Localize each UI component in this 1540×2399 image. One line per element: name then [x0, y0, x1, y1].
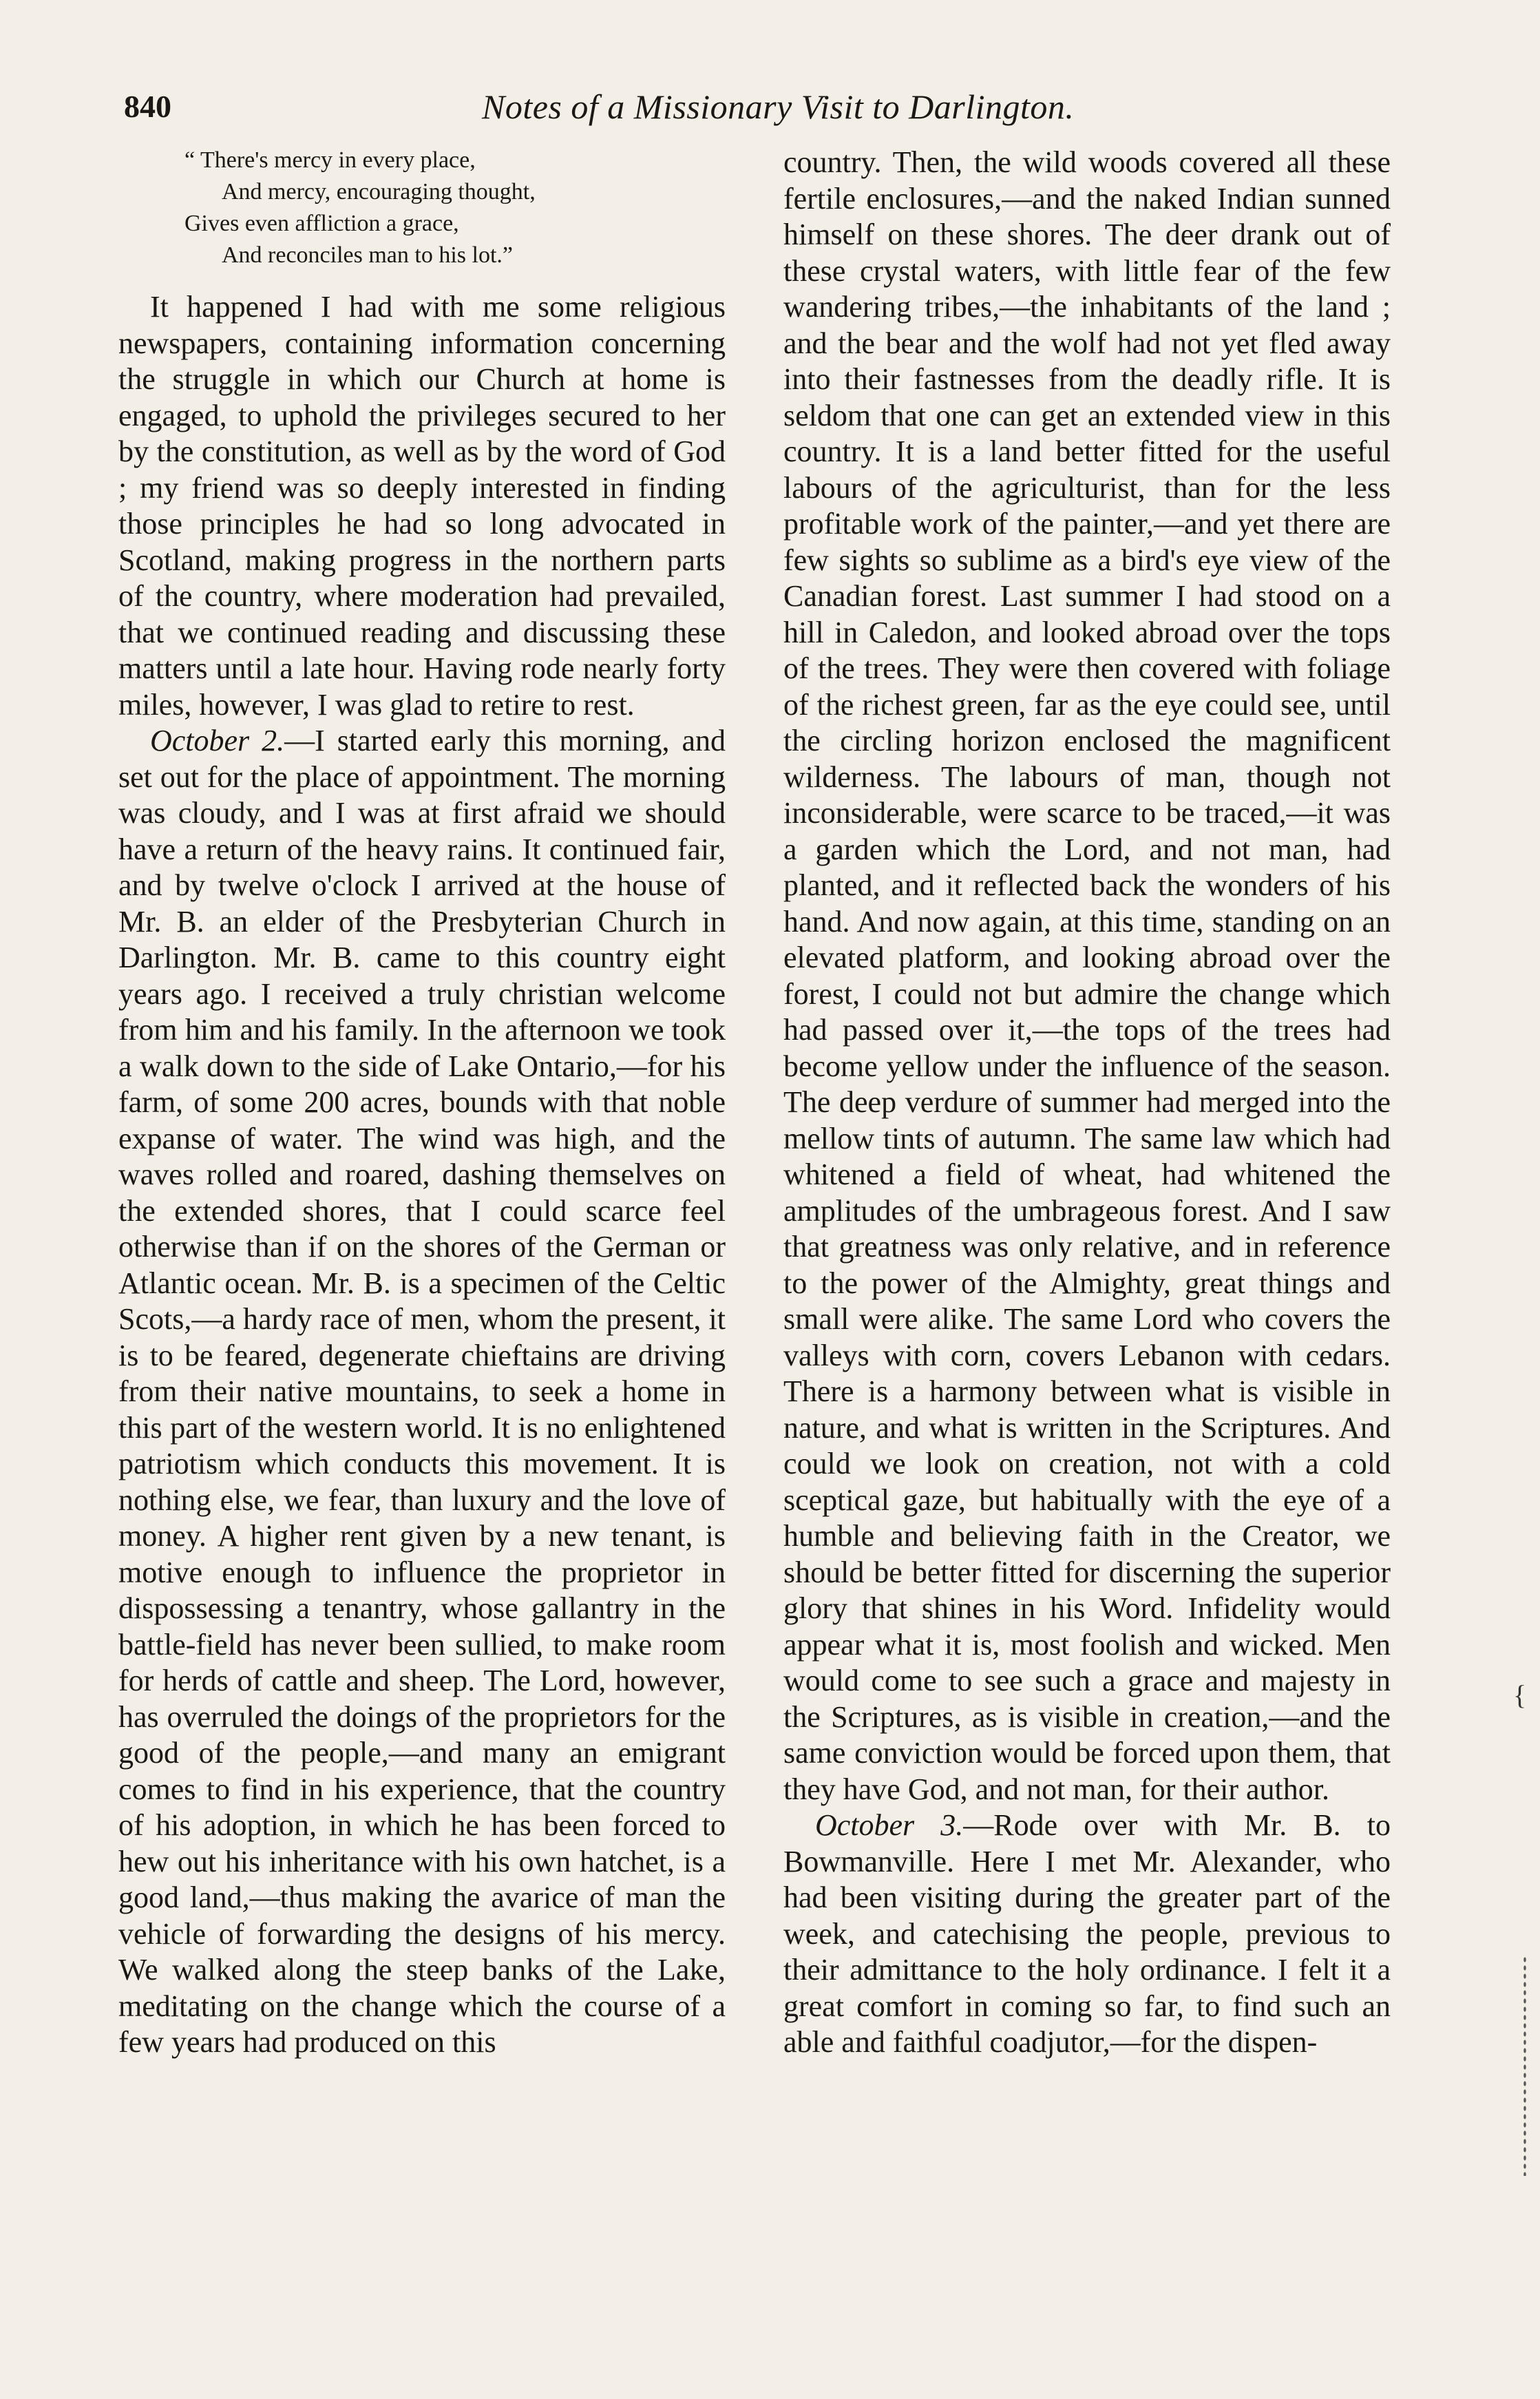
- paragraph-text: It happened I had with me some religious newspapers, containing information concerning the struggle in which our Church at home is engaged, to uphold the privileges secured to her by the constitution, as well as by the word of God ; my friend was so deeply interested in finding those principles he had so long advocated in Scotland, making progress in the northern parts of the country, where moderation had prevailed, that we continued reading and discussing these matters until a late hour. Having rode nearly forty miles, however, I was glad to retire to rest.: [118, 290, 726, 722]
- right-column: [783, 145, 1391, 2061]
- left-column: [118, 145, 726, 2061]
- paragraph-text: country. Then, the wild woods covered all these fertile enclosures,—and the naked Indian sunned himself on these shores. The deer drank out of these crystal waters, with little fear of the few wandering tribes,—the inhabitants of the land ; and the bear and the wolf had not yet fled away into their fastnesses from the deadly rifle. It is seldom that one can get an extended view in this country. It is a land better fitted for the useful labours of the agriculturist, than for the less profitable work of the painter,—and yet there are few sights so sublime as a bird's eye view of the Canadian forest. Last summer I had stood on a hill in Caledon, and looked abroad over the tops of the trees. They were then covered with foliage of the richest green, far as the eye could see, until the circling horizon enclosed the magnificent wilderness. The labours of man, though not inconsiderable, were scarce to be traced,—it was a garden which the Lord, and not man, had planted, and it reflected back the wonders of his hand. And now again, at this time, standing on an elevated platform, and looking abroad over the forest, I could not but admire the change which had passed over it,—the tops of the trees had become yellow under the influence of the season. The deep verdure of summer had merged into the mellow tints of autumn. The same law which had whitened a field of wheat, had whitened the amplitudes of the umbrageous forest. And I saw that greatness was only relative, and in reference to the power of the Almighty, great things and small were alike. The same Lord who covers the valleys with corn, covers Lebanon with cedars. There is a harmony between what is visible in nature, and what is written in the Scriptures. And could we look on creation, not with a cold sceptical gaze, but habitually with the eye of a humble and believing faith in the Creator, we should be better fitted for discerning the superior glory that shines in his Word. Infidelity would appear what it is, most foolish and wicked. Men would come to see such a grace and majesty in the Scriptures, as is visible in creation,—and the same conviction would be forced upon them, that they have God, and not man, for their author.: [783, 145, 1391, 1806]
- margin-mark: {: [1513, 1679, 1527, 1710]
- page-header: [124, 83, 1418, 138]
- page-number: 840: [124, 89, 171, 124]
- paragraph: [118, 289, 726, 723]
- page-edge-marks: [1523, 1956, 1527, 2176]
- poem-line: And mercy, encouraging thought,: [222, 179, 536, 205]
- paragraph: [783, 1808, 1391, 2061]
- paragraph-text: —Rode over with Mr. B. to Bowmanville. Here I met Mr. Alexander, who had been visiting during the greater part of the week, and catechising the people, previous to their admittance to the holy ordinance. I felt it a great comfort in coming so far, to find such an able and faithful coadjutor,—for the dispen-: [783, 1808, 1391, 2059]
- paragraph: [118, 723, 726, 2061]
- poem-line: Gives even affliction a grace,: [184, 211, 459, 236]
- running-title: Notes of a Missionary Visit to Darlington.: [482, 87, 1075, 126]
- entry-date: October 2.: [150, 724, 285, 757]
- poem-line: “ There's mercy in every place,: [184, 147, 476, 173]
- poem-line: And reconciles man to his lot.”: [222, 242, 514, 268]
- paragraph-text: —I started early this morning, and set out for the place of appointment. The morning was cloudy, and I was at first afraid we should have a return of the heavy rains. It continued fair, and by twelve o'clock I arrived at the house of Mr. B. an elder of the Presbyterian Church in Darlington. Mr. B. came to this country eight years ago. I received a truly christian welcome from him and his family. In the afternoon we took a walk down to the side of Lake Ontario,—for his farm, of some 200 acres, bounds with that noble expanse of water. The wind was high, and the waves rolled and roared, dashing themselves on the extended shores, that I could scarce feel otherwise than if on the shores of the German or Atlantic ocean. Mr. B. is a specimen of the Celtic Scots,—a hardy race of men, whom the present, it is to be feared, degenerate chieftains are driving from their native mountains, to seek a home in this part of the western world. It is no enlightened patriotism which conducts this movement. It is nothing else, we fear, than luxury and the love of money. A higher rent given by a new tenant, is motive enough to influence the proprietor in dispossessing a tenantry, whose gallantry in the battle-field has never been sullied, to make room for herds of cattle and sheep. The Lord, however, has overruled the doings of the proprietors for the good of the people,—and many an emigrant comes to find in his experience, that the country of his adoption, in which he has been forced to hew out his inheritance with his own hatchet, is a good land,—thus making the avarice of man the vehicle of forwarding the designs of his mercy. We walked along the steep banks of the Lake, meditating on the change which the course of a few years had produced on this: [118, 724, 726, 2059]
- paragraph: [783, 145, 1391, 1808]
- poem-quote: [118, 145, 726, 271]
- entry-date: October 3.: [815, 1808, 964, 1842]
